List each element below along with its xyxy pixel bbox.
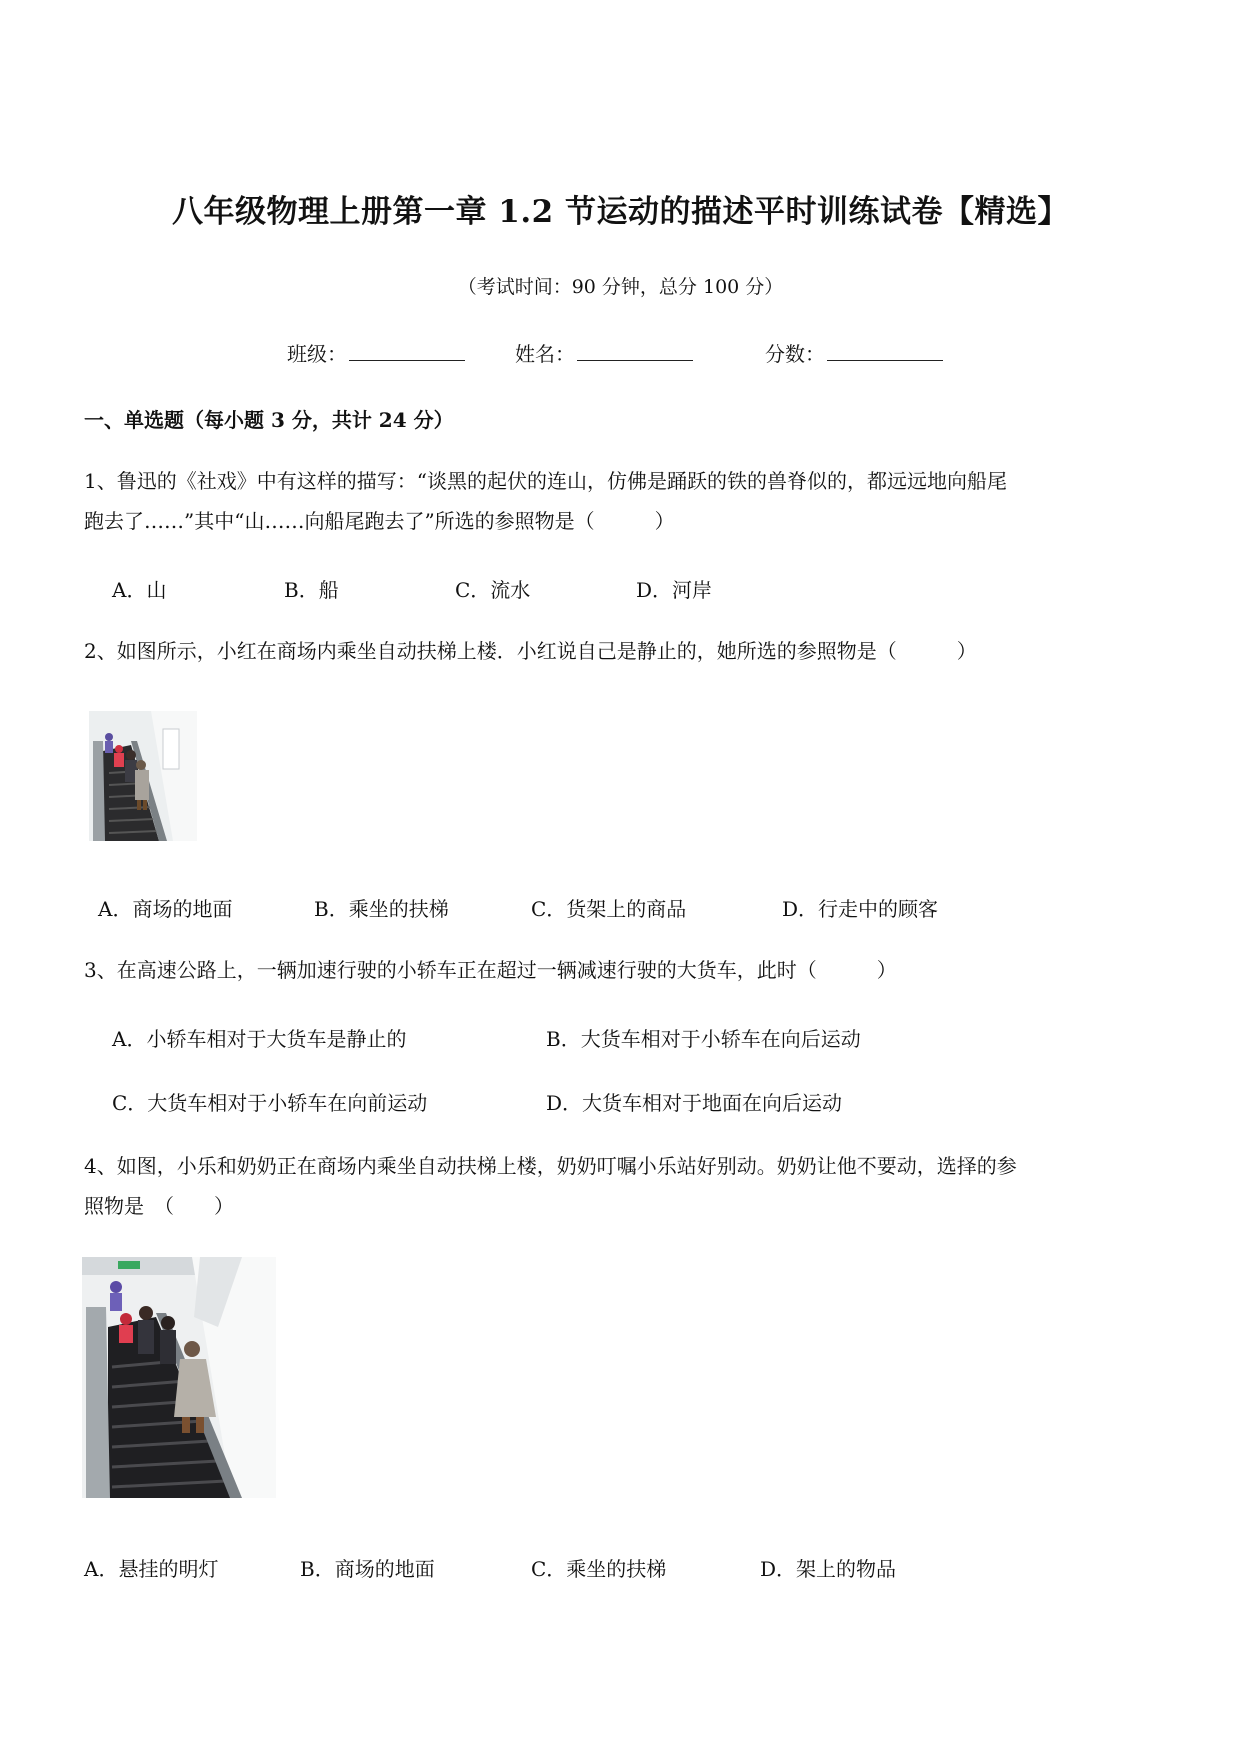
q4-option-c[interactable]: C．乘坐的扶梯 bbox=[531, 1557, 667, 1581]
escalator-photo-large bbox=[82, 1257, 276, 1498]
q2-option-c[interactable]: C．货架上的商品 bbox=[531, 897, 687, 921]
q3-option-b[interactable]: B．大货车相对于小轿车在向后运动 bbox=[546, 1027, 861, 1051]
class-blank[interactable] bbox=[349, 342, 465, 361]
question-1-line-2: 跑去了……”其中“山……向船尾跑去了”所选的参照物是（ ） bbox=[84, 509, 675, 533]
escalator-photo-small-image bbox=[89, 711, 197, 841]
escalator-photo-small bbox=[89, 711, 197, 841]
q3-option-d[interactable]: D．大货车相对于地面在向后运动 bbox=[546, 1091, 843, 1115]
q1-option-a[interactable]: A．山 bbox=[112, 578, 167, 602]
score-field bbox=[765, 338, 943, 367]
q3-option-a[interactable]: A．小轿车相对于大货车是静止的 bbox=[112, 1027, 407, 1051]
question-4-line-2: 照物是 （ ） bbox=[84, 1194, 234, 1218]
class-field bbox=[287, 338, 465, 367]
name-label: 姓名： bbox=[515, 342, 575, 366]
question-2-line-1: 2、如图所示，小红在商场内乘坐自动扶梯上楼．小红说自己是静止的，她所选的参照物是（ ） bbox=[84, 639, 977, 663]
q2-option-d[interactable]: D．行走中的顾客 bbox=[782, 897, 939, 921]
q1-option-c[interactable]: C．流水 bbox=[455, 578, 531, 602]
q4-option-b[interactable]: B．商场的地面 bbox=[300, 1557, 435, 1581]
page-title: 八年级物理上册第一章 1.2 节运动的描述平时训练试卷【精选】 bbox=[171, 194, 1069, 230]
escalator-photo-large-image bbox=[82, 1257, 276, 1498]
question-4-line-1: 4、如图，小乐和奶奶正在商场内乘坐自动扶梯上楼，奶奶叮嘱小乐站好别动。奶奶让他不要动，选择的参 bbox=[84, 1154, 1017, 1178]
name-blank[interactable] bbox=[577, 342, 693, 361]
score-blank[interactable] bbox=[827, 342, 943, 361]
name-field bbox=[515, 338, 693, 367]
class-label: 班级： bbox=[287, 342, 347, 366]
q4-option-d[interactable]: D．架上的物品 bbox=[760, 1557, 897, 1581]
q4-option-a[interactable]: A．悬挂的明灯 bbox=[84, 1557, 219, 1581]
question-3-line-1: 3、在高速公路上，一辆加速行驶的小轿车正在超过一辆减速行驶的大货车，此时（ ） bbox=[84, 958, 897, 982]
q2-option-b[interactable]: B．乘坐的扶梯 bbox=[314, 897, 449, 921]
q1-option-b[interactable]: B．船 bbox=[284, 578, 339, 602]
q3-option-c[interactable]: C．大货车相对于小轿车在向前运动 bbox=[112, 1091, 428, 1115]
score-label: 分数： bbox=[765, 342, 825, 366]
q1-option-d[interactable]: D．河岸 bbox=[636, 578, 713, 602]
section-heading: 一、单选题（每小题 3 分，共计 24 分） bbox=[84, 408, 454, 432]
q2-option-a[interactable]: A．商场的地面 bbox=[98, 897, 233, 921]
exam-subtitle: （考试时间：90 分钟，总分 100 分） bbox=[457, 276, 784, 298]
question-1-line-1: 1、鲁迅的《社戏》中有这样的描写：“谈黑的起伏的连山，仿佛是踊跃的铁的兽脊似的，都远远地向船尾 bbox=[84, 469, 1007, 493]
